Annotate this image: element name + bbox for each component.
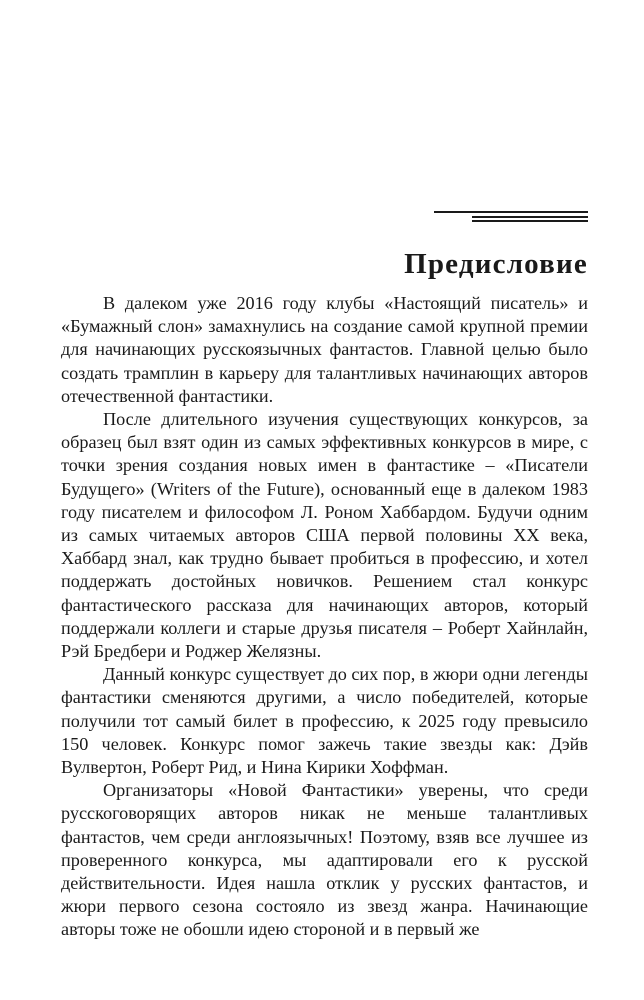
paragraph: После длительного изучения существующих конкурсов, за образец был взят один из самых эффективных конкурсов в мире, с точки зрения создания новых имен в фантастике – «Писатели Будущего» (Writers of the Future), основанный еще в далеком 1983 году писателем и философом Л. Роном Хаббардом. Будучи одним из самых читаемых авторов США первой половины XX века, Хаббард знал, как трудно бывает пробиться в профессию, и хотел поддержать достойных новичков. Решением стал конкурс фантастического рассказа для начинающих авторов, который поддержали коллеги и старые друзья писателя – Роберт Хайнлайн, Рэй Бредбери и Роджер Желязны.	[61, 409, 588, 662]
body-text	[61, 292, 588, 942]
rule-line-top	[434, 211, 588, 213]
rule-line-bottom	[472, 220, 588, 222]
paragraph: В далеком уже 2016 году клубы «Настоящий писатель» и «Бумажный слон» замахнулись на создание самой крупной премии для начинающих русскоязычных фантастов. Главной целью было создать трамплин в карьеру для талантливых начинающих авторов отечественной фантастики.	[61, 293, 588, 406]
paragraph: Данный конкурс существует до сих пор, в жюри одни легенды фантастики сменяются другими, а число победителей, которые получили тот самый билет в профессию, к 2025 году превысило 150 человек. Конкурс помог зажечь такие звезды как: Дэйв Вулвертон, Роберт Рид, и Нина Кирики Хоффман.	[61, 664, 588, 778]
chapter-title: Предисловие	[404, 248, 588, 280]
paragraph: Организаторы «Новой Фантастики» уверены, что среди русскоговорящих авторов никак не меньше талантливых фантастов, чем среди англоязычных! Поэтому, взяв все лучшее из проверенного конкурса, мы адаптировали его к русской действительности. Идея нашла отклик у русских фантастов, и жюри первого сезона состояло из звезд жанра. Начинающие авторы тоже не обошли идею стороной и в первый же	[61, 780, 588, 940]
rule-line-middle	[472, 216, 588, 218]
decorative-rules	[434, 211, 588, 223]
